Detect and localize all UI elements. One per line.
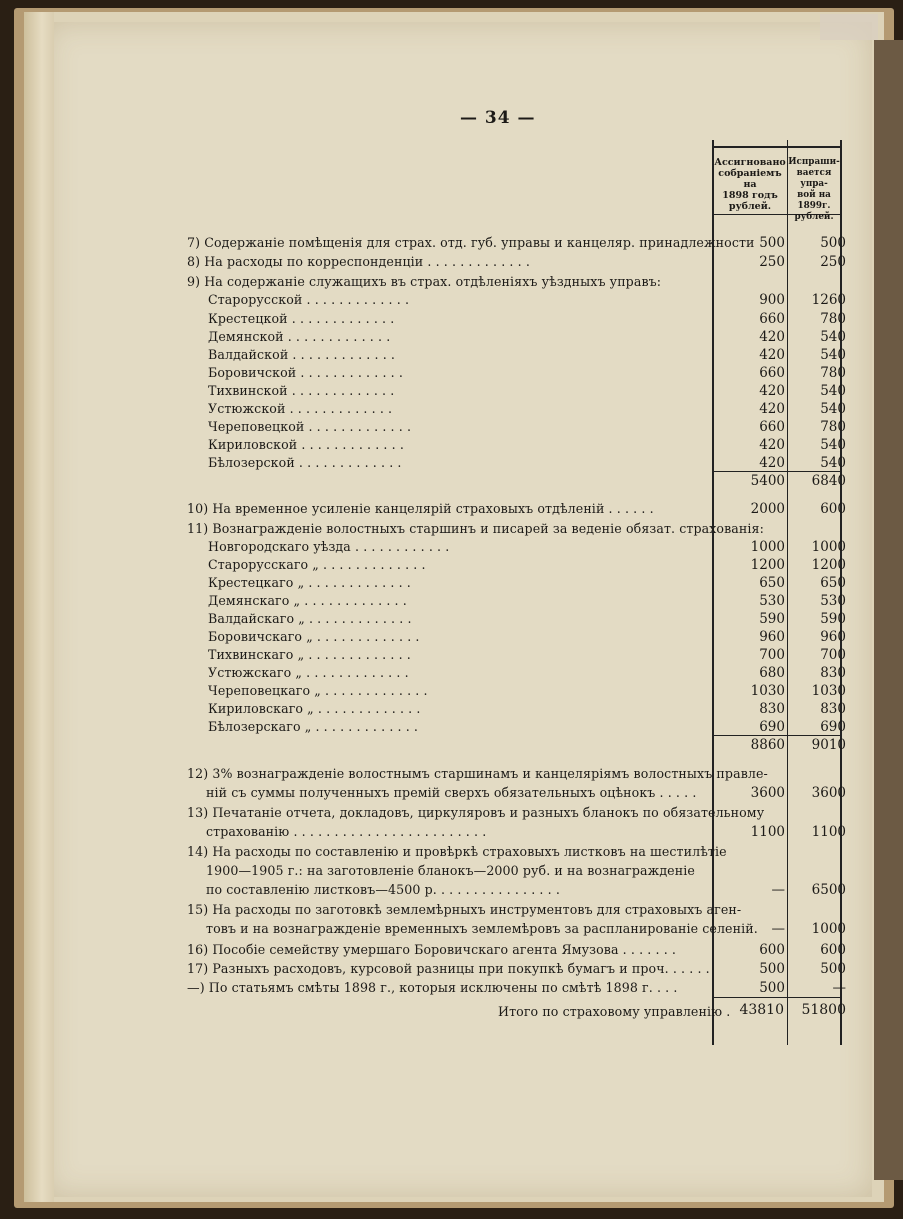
row-label: 16) Пособіе семейству умершаго Боровичскаго агента Ямузова . . . . . . . — [187, 942, 677, 957]
sub-row-label: Череповецкаго „ . . . . . . . . . . . . . — [208, 683, 428, 698]
row-label: товъ и на вознагражденіе временныхъ землемѣровъ за распланированіе селеній. — [206, 921, 758, 936]
sub-row-label: Бѣлозерскаго „ . . . . . . . . . . . . . — [208, 719, 419, 734]
value-requested: 1000 — [811, 921, 846, 937]
sub-row-label: Устюжскаго „ . . . . . . . . . . . . . — [208, 665, 409, 680]
value-requested: 700 — [820, 647, 846, 663]
value-assigned: 420 — [759, 401, 785, 417]
subtotal-requested: 9010 — [811, 737, 846, 753]
sub-row-label: Череповецкой . . . . . . . . . . . . . — [208, 419, 412, 434]
row-label: страхованію . . . . . . . . . . . . . . . . . . . . . . . . — [206, 824, 487, 839]
sub-row-label: Боровичскаго „ . . . . . . . . . . . . . — [208, 629, 420, 644]
value-assigned: 2000 — [750, 501, 785, 517]
header-line: рублей. — [794, 212, 834, 222]
header-line: 1898 годъ — [722, 190, 778, 201]
grand-total-requested: 51800 — [801, 1002, 846, 1018]
value-assigned: 420 — [759, 455, 785, 471]
sub-row-label: Крестецкой . . . . . . . . . . . . . — [208, 311, 395, 326]
sub-row-label: Демянскаго „ . . . . . . . . . . . . . — [208, 593, 407, 608]
value-requested: 650 — [820, 575, 846, 591]
grand-total-rule — [712, 997, 842, 998]
value-requested: 780 — [820, 419, 846, 435]
value-assigned: 1000 — [750, 539, 785, 555]
tape-strip — [820, 14, 878, 40]
value-requested: 3600 — [811, 785, 846, 801]
header-line: Испраши- — [788, 157, 840, 167]
header-top-rule — [712, 146, 842, 148]
value-assigned: 590 — [759, 611, 785, 627]
value-requested: 1260 — [811, 292, 846, 308]
row-label: 17) Разныхъ расходовъ, курсовой разницы при покупкѣ бумагъ и проч. . . . . . — [187, 961, 710, 976]
sub-row-label: Тихвинской . . . . . . . . . . . . . — [208, 383, 395, 398]
value-assigned: 680 — [759, 665, 785, 681]
value-requested: 250 — [820, 254, 846, 270]
value-assigned: 830 — [759, 701, 785, 717]
header-line: рублей. — [728, 201, 772, 212]
value-assigned: 600 — [759, 942, 785, 958]
sub-row-label: Старорусскаго „ . . . . . . . . . . . . . — [208, 557, 426, 572]
subtotal-assigned: 8860 — [750, 737, 785, 753]
value-requested: 1000 — [811, 539, 846, 555]
value-assigned: 3600 — [750, 785, 785, 801]
row-label: 12) 3% вознагражденіе волостнымъ старшинамъ и канцеляріямъ волостныхъ правле- — [187, 766, 768, 781]
header-requested — [788, 157, 840, 223]
page-number: — 34 — — [460, 108, 536, 128]
value-assigned: 1100 — [750, 824, 785, 840]
sub-row-label: Устюжской . . . . . . . . . . . . . — [208, 401, 393, 416]
value-requested: 960 — [820, 629, 846, 645]
value-requested: 780 — [820, 365, 846, 381]
value-requested: 830 — [820, 665, 846, 681]
sub-row-label: Старорусской . . . . . . . . . . . . . — [208, 292, 410, 307]
right-edge-strip — [874, 40, 903, 1180]
value-requested: 540 — [820, 329, 846, 345]
sub-row-label: Валдайской . . . . . . . . . . . . . — [208, 347, 396, 362]
value-assigned: 960 — [759, 629, 785, 645]
value-requested: 540 — [820, 455, 846, 471]
header-line: вается упра- — [796, 168, 832, 189]
subtotal-rule — [712, 735, 842, 736]
value-assigned: 690 — [759, 719, 785, 735]
row-label: 14) На расходы по составленію и провѣркѣ страховыхъ листковъ на шестилѣтіе — [187, 844, 727, 859]
value-assigned: 660 — [759, 419, 785, 435]
value-assigned: 530 — [759, 593, 785, 609]
value-requested: 600 — [820, 501, 846, 517]
row-label: 1900—1905 г.: на заготовленіе бланокъ—2000 руб. и на вознагражденіе — [206, 863, 695, 878]
row-label: ній съ суммы полученныхъ премій сверхъ обязательныхъ оцѣнокъ . . . . . — [206, 785, 697, 800]
value-assigned: 420 — [759, 437, 785, 453]
value-requested: 540 — [820, 401, 846, 417]
sub-row-label: Новгородскаго уѣзда . . . . . . . . . . . . — [208, 539, 450, 554]
row-label: по составленію листковъ—4500 р. . . . . . . . . . . . . . . . — [206, 882, 560, 897]
row-label: 8) На расходы по корреспонденціи . . . . . . . . . . . . . — [187, 254, 530, 269]
value-assigned: 250 — [759, 254, 785, 270]
value-assigned: 500 — [759, 235, 785, 251]
grand-total-label: Итого по страховому управленію . — [498, 1004, 731, 1019]
value-requested: 6500 — [811, 882, 846, 898]
row-label: 10) На временное усиленіе канцелярій страховыхъ отдѣленій . . . . . . — [187, 501, 654, 516]
value-requested: 530 — [820, 593, 846, 609]
sub-row-label: Кириловской . . . . . . . . . . . . . — [208, 437, 404, 452]
row-label: 13) Печатаніе отчета, докладовъ, циркуляровъ и разныхъ бланокъ по обязательному — [187, 805, 765, 820]
value-requested: 540 — [820, 347, 846, 363]
sub-row-label: Тихвинскаго „ . . . . . . . . . . . . . — [208, 647, 411, 662]
value-assigned: 650 — [759, 575, 785, 591]
value-requested: 830 — [820, 701, 846, 717]
value-requested: 540 — [820, 437, 846, 453]
row-label: 15) На расходы по заготовкѣ землемѣрныхъ инструментовъ для страховыхъ аген- — [187, 902, 742, 917]
sub-row-label: Боровичской . . . . . . . . . . . . . — [208, 365, 403, 380]
sub-row-label: Валдайскаго „ . . . . . . . . . . . . . — [208, 611, 412, 626]
row-label: 7) Содержаніе помѣщенія для страх. отд. губ. управы и канцеляр. принадлежности — [187, 235, 755, 250]
value-assigned: 660 — [759, 365, 785, 381]
value-requested: 590 — [820, 611, 846, 627]
value-requested: 1200 — [811, 557, 846, 573]
value-assigned: 420 — [759, 347, 785, 363]
value-assigned: 660 — [759, 311, 785, 327]
value-requested: 500 — [820, 961, 846, 977]
value-assigned: — — [771, 921, 785, 937]
sub-row-label: Кириловскаго „ . . . . . . . . . . . . . — [208, 701, 421, 716]
grand-total-assigned: 43810 — [739, 1002, 784, 1018]
value-requested: 540 — [820, 383, 846, 399]
header-line: вой на 1899г. — [797, 190, 831, 211]
value-requested: 1030 — [811, 683, 846, 699]
value-requested: — — [832, 980, 846, 996]
value-assigned: 420 — [759, 383, 785, 399]
value-assigned: 900 — [759, 292, 785, 308]
value-requested: 1100 — [811, 824, 846, 840]
subtotal-assigned: 5400 — [750, 473, 785, 489]
sub-row-label: Бѣлозерской . . . . . . . . . . . . . — [208, 455, 402, 470]
value-requested: 780 — [820, 311, 846, 327]
sub-row-label: Крестецкаго „ . . . . . . . . . . . . . — [208, 575, 411, 590]
subtotal-requested: 6840 — [811, 473, 846, 489]
value-assigned: 420 — [759, 329, 785, 345]
value-requested: 690 — [820, 719, 846, 735]
row-label: —) По статьямъ смѣты 1898 г., которыя исключены по смѣтѣ 1898 г. . . . — [187, 980, 678, 995]
value-requested: 500 — [820, 235, 846, 251]
header-line: собраніемъ на — [718, 168, 782, 190]
value-assigned: 500 — [759, 961, 785, 977]
sub-row-label: Демянской . . . . . . . . . . . . . — [208, 329, 391, 344]
value-assigned: 500 — [759, 980, 785, 996]
value-assigned: 1200 — [750, 557, 785, 573]
header-line: Ассигновано — [714, 157, 786, 168]
book-spine — [24, 12, 54, 1202]
value-assigned: — — [771, 882, 785, 898]
value-assigned: 1030 — [750, 683, 785, 699]
value-assigned: 700 — [759, 647, 785, 663]
row-label: 11) Вознагражденіе волостныхъ старшинъ и писарей за веденіе обязат. страхованія: — [187, 521, 764, 536]
value-requested: 600 — [820, 942, 846, 958]
header-assigned — [713, 157, 787, 212]
subtotal-rule — [712, 471, 842, 472]
row-label: 9) На содержаніе служащихъ въ страх. отдѣленіяхъ уѣздныхъ управъ: — [187, 274, 662, 289]
